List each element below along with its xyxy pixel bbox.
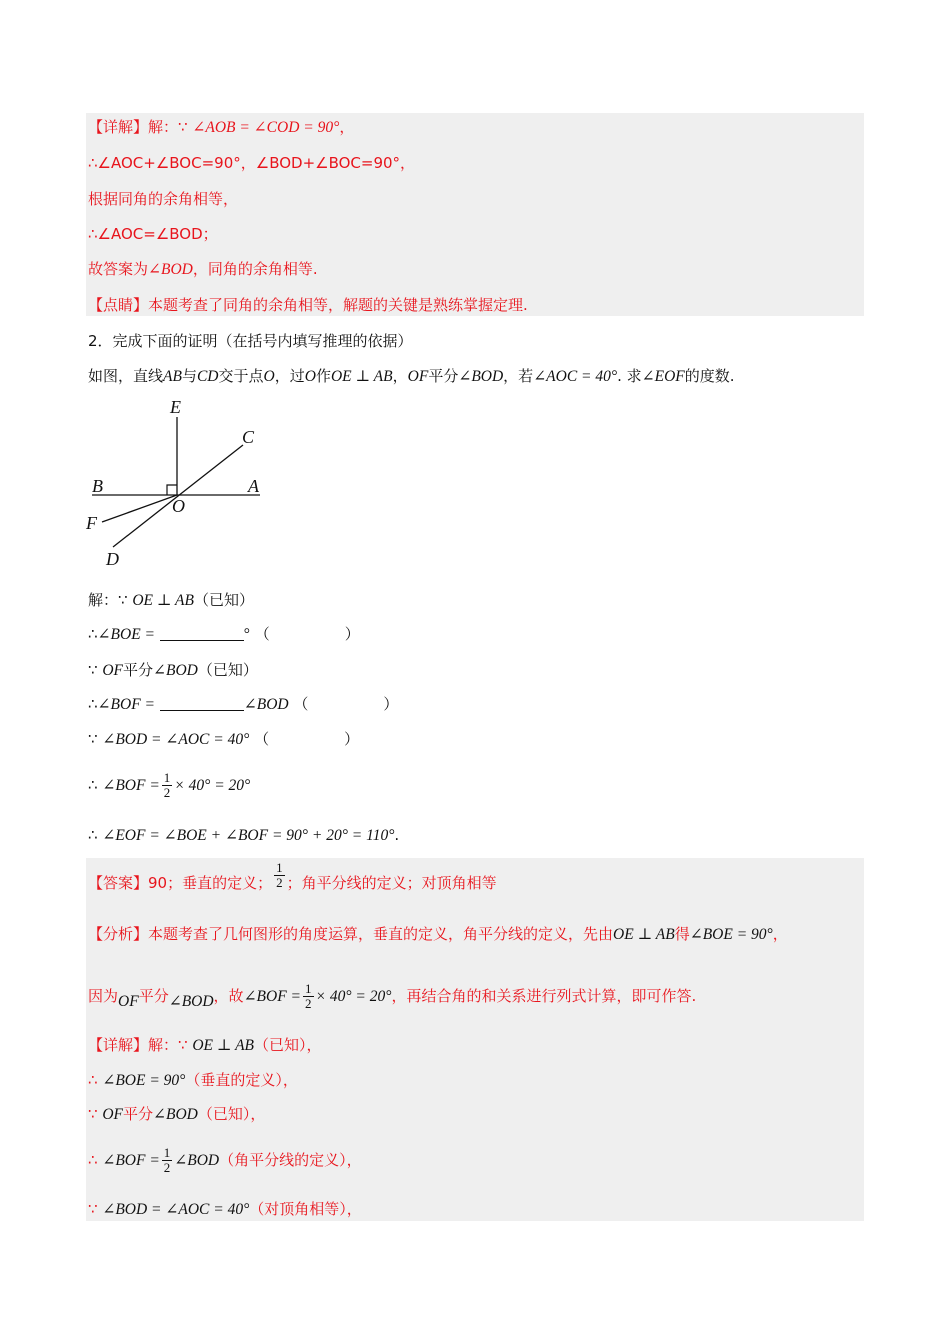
answer-line: 【答案】90；垂直的定义； $\frac{1}{2}$ ；角平分线的定义；对顶角相等: [88, 860, 497, 892]
fraction-half: $\frac{1}{2}$: [163, 1145, 171, 1175]
analysis-line-1: 【分析】本题考查了几何图形的角度运算，垂直的定义，角平分线的定义，先由OE ⊥ AB得∠BOE = 90°，: [88, 925, 788, 943]
answer-tag: 【答案】: [88, 874, 149, 892]
label-e: E: [170, 397, 181, 417]
fraction-half: $\frac{1}{2}$: [163, 770, 171, 800]
label-f: F: [86, 513, 97, 533]
detail-tag: 【详解】: [88, 118, 149, 136]
fraction-half: $\frac{1}{2}$: [276, 860, 283, 890]
detail-tag: 【详解】: [88, 1036, 149, 1054]
label-d: D: [106, 549, 119, 569]
proof-line-7: ∴ ∠EOF = ∠BOE + ∠BOF = 90° + 20° = 110°.: [88, 826, 400, 844]
analysis-tag: 【分析】: [88, 925, 149, 943]
q1-step-line: 根据同角的余角相等，: [88, 190, 239, 208]
proof-line-2: ∴∠BOE = ° （ ）: [88, 625, 360, 643]
detail-line-2: ∴ ∠BOE = 90°（垂直的定义），: [88, 1071, 298, 1089]
analysis-line-2: 因为OF平分∠BOD，故∠BOF = $\frac{1}{2}$ × 40° = 20°，再结合角的和关系进行列式计算，即可作答.: [88, 981, 697, 1011]
q1-answer-line: 故答案为∠BOD，同角的余角相等.: [88, 260, 318, 278]
reason-blank-2[interactable]: （ ）: [293, 695, 399, 713]
q2-title: 2．完成下面的证明（在括号内填写推理的依据）: [88, 332, 413, 350]
q1-comment-line: 【点睛】本题考查了同角的余角相等，解题的关键是熟练掌握定理.: [88, 296, 528, 314]
label-a: A: [248, 476, 259, 496]
proof-line-5: ∵ ∠BOD = ∠AOC = 40° （ ）: [88, 730, 360, 748]
reason-blank-1[interactable]: （ ）: [254, 625, 360, 643]
q1-solution-panel: [86, 113, 864, 316]
comment-tag: 【点睛】: [88, 296, 149, 314]
label-o: O: [172, 496, 185, 516]
math-expression: ∠BOD: [148, 261, 193, 278]
label-b: B: [92, 476, 103, 496]
detail-line-1: 【详解】解：∵ OE ⊥ AB（已知），: [88, 1036, 322, 1054]
q1-step-line: ∴∠AOC=∠BOD；: [88, 225, 218, 243]
proof-line-3: ∵ OF平分∠BOD（已知）: [88, 661, 258, 679]
ray-of: [102, 495, 177, 522]
right-angle-mark: [167, 485, 177, 495]
math-expression: ∠AOB = ∠COD = 90°: [192, 119, 340, 136]
q2-stem: 如图，直线AB与CD交于点O，过O作OE ⊥ AB，OF平分∠BOD，若∠AOC = 40°. 求∠EOF的度数.: [88, 367, 735, 385]
label-c: C: [242, 427, 255, 447]
reason-blank-3[interactable]: （ ）: [254, 730, 360, 748]
q1-step-line: ∴∠AOC+∠BOC=90°，∠BOD+∠BOC=90°，: [88, 154, 416, 172]
geometry-figure: [80, 395, 280, 575]
fraction-half: $\frac{1}{2}$: [305, 981, 312, 1011]
blank-input-1[interactable]: [160, 624, 244, 641]
proof-line-6: ∴ ∠BOF = $\frac{1}{2}$ × 40° = 20°: [88, 770, 251, 800]
blank-input-2[interactable]: [160, 694, 244, 711]
q1-detail-line: 【详解】解：∵ ∠AOB = ∠COD = 90°，: [88, 118, 355, 136]
detail-line-3: ∵ OF平分∠BOD（已知），: [88, 1105, 266, 1123]
detail-line-5: ∵ ∠BOD = ∠AOC = 40°（对顶角相等），: [88, 1200, 362, 1218]
detail-line-4: ∴ ∠BOF = $\frac{1}{2}$ ∠BOD（角平分线的定义），: [88, 1145, 362, 1175]
proof-line-1: 解：∵ OE ⊥ AB（已知）: [88, 591, 255, 609]
proof-line-4: ∴∠BOF = ∠BOD （ ）: [88, 695, 399, 713]
